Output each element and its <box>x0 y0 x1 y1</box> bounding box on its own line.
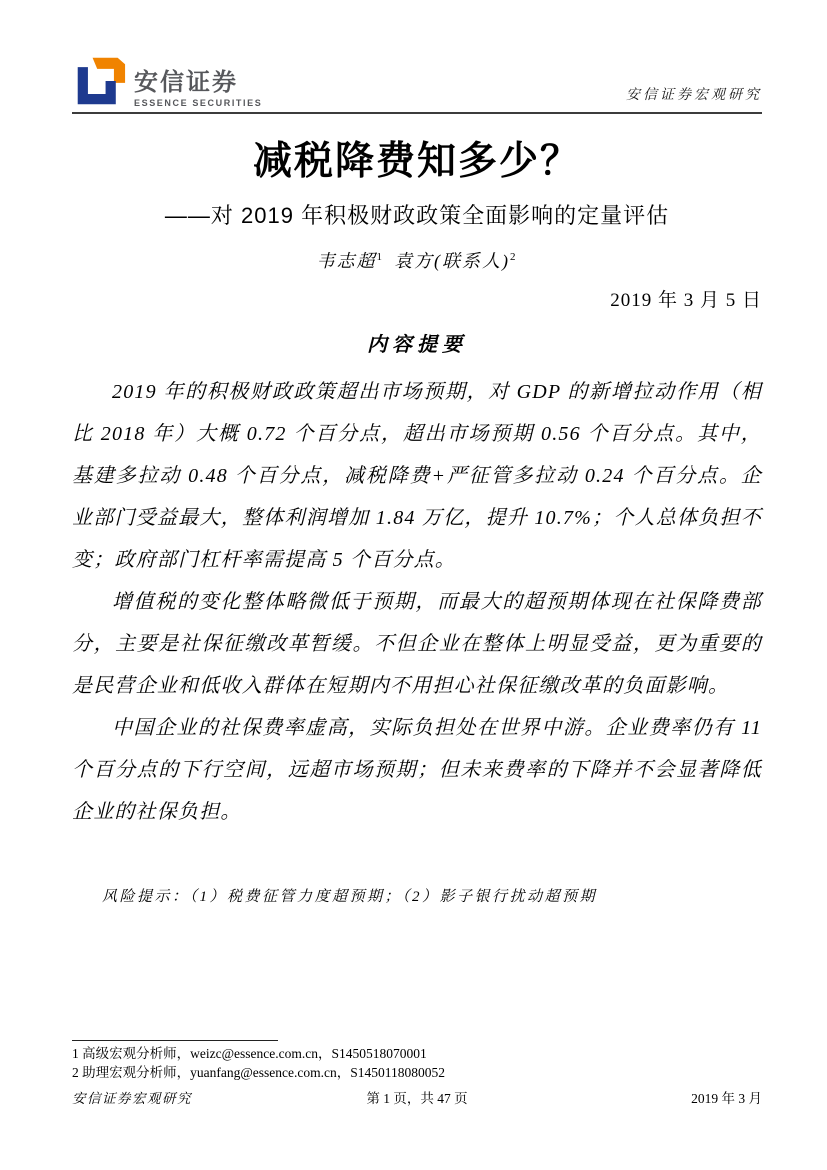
brand-name-cn: 安信证券 <box>134 69 238 96</box>
abstract-paragraph: 中国企业的社保费率虚高，实际负担处在世界中游。企业费率仍有 11 个百分点的下行空间，远超市场预期；但未来费率的下降并不会显著降低企业的社保负担。 <box>72 717 762 823</box>
author-line <box>72 247 762 273</box>
footnote-analyst-1: 1 高级宏观分析师，weizc@essence.com.cn，S1450518070001 <box>72 1046 427 1061</box>
footnote-divider <box>72 1040 278 1041</box>
author-name: 韦志超 <box>316 251 377 271</box>
abstract-heading: 内容提要 <box>367 334 467 356</box>
header-series-label: 安信证券宏观研究 <box>626 88 762 103</box>
report-subtitle: ——对 2019 年积极财政政策全面影响的定量评估 <box>164 203 670 228</box>
footnotes-block <box>72 1040 762 1082</box>
brand-logo-text <box>134 55 262 108</box>
author-footnote-ref: 1 <box>376 251 384 263</box>
author-name: 袁方(联系人) <box>394 251 510 271</box>
footer-series-label: 安信证券宏观研究 <box>72 1091 192 1106</box>
footer-page-number: 第 1 页，共 47 页 <box>366 1091 468 1106</box>
report-title: 减税降费知多少？ <box>252 140 581 183</box>
essence-securities-logo-icon <box>72 55 128 107</box>
header-divider <box>72 112 762 114</box>
brand-logo <box>72 55 262 108</box>
page-footer <box>72 1087 762 1107</box>
report-date: 2019 年 3 月 5 日 <box>610 290 762 311</box>
footer-date: 2019 年 3 月 <box>691 1091 762 1106</box>
abstract-paragraph: 2019 年的积极财政政策超出市场预期，对 GDP 的新增拉动作用（相比 2018 年）大概 0.72 个百分点，超出市场预期 0.56 个百分点。其中，基建多拉动 0.48 个百分点，减税降费+严征管多拉动 0.24 个百分点。企业部门受益最大，整体利润增加 1.84 万亿，提升 10.7%；个人总体负担不变；政府部门杠杆率需提高 5 个百分点。 <box>72 381 762 571</box>
abstract-paragraph: 增值税的变化整体略微低于预期，而最大的超预期体现在社保降费部分，主要是社保征缴改革暂缓。不但企业在整体上明显受益，更为重要的是民营企业和低收入群体在短期内不用担心社保征缴改革的负面影响。 <box>72 591 762 697</box>
risk-note: 风险提示：（1）税费征管力度超预期；（2）影子银行扰动超预期 <box>102 889 598 905</box>
author-footnote-ref: 2 <box>510 251 518 263</box>
footnote-analyst-2: 2 助理宏观分析师，yuanfang@essence.com.cn，S1450118080052 <box>72 1065 446 1080</box>
brand-name-en: ESSENCE SECURITIES <box>134 98 263 108</box>
page-header <box>72 0 762 108</box>
